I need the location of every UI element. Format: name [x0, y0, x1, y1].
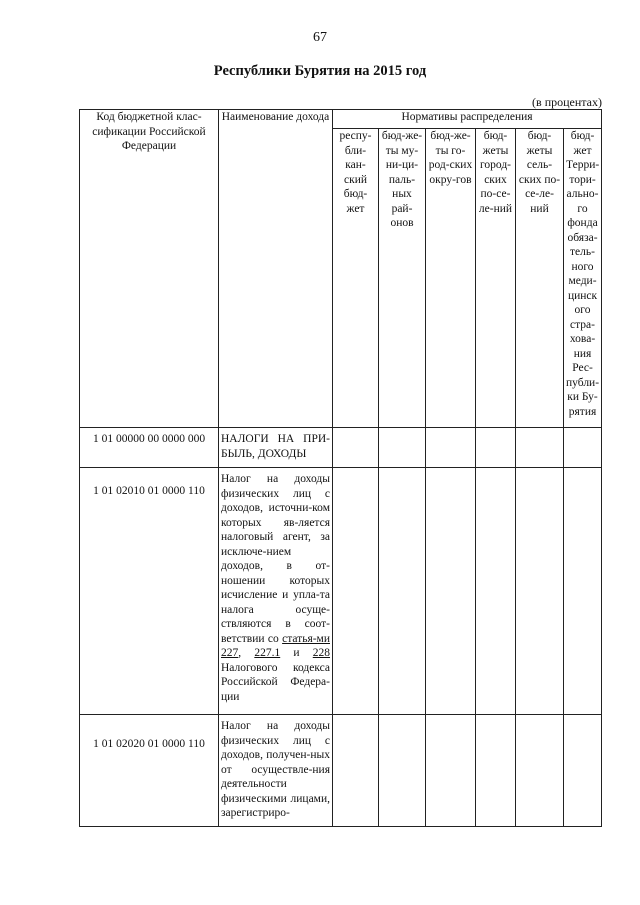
cell-empty: [476, 715, 516, 827]
cell-empty: [426, 468, 476, 715]
header-city-districts: бюд-же-ты го-род-ских окру-гов: [426, 129, 476, 428]
article-228-link[interactable]: 228: [312, 647, 331, 659]
cell-empty: [516, 715, 564, 827]
cell-empty: [379, 468, 426, 715]
row-name: [219, 468, 333, 715]
row-code: 1 01 00000 00 0000 000: [80, 428, 219, 468]
table-row: [80, 715, 602, 827]
cell-empty: [379, 715, 426, 827]
row-name: Налог на доходы физических лиц с доходов, получен-ных от осуществле-ния деятельности физическими лицами, зарегистриро-: [219, 715, 333, 827]
header-medical-insurance-fund: бюд-жет Терри-тори-ально-го фонда обяза-тель-ного меди-цинск ого стра-хова-ния Рес-публи-ки Бу-рятия: [564, 129, 602, 428]
page-number: 67: [313, 30, 327, 45]
revenue-distribution-table: [79, 109, 602, 827]
row-code: 1 01 02020 01 0000 110: [80, 715, 219, 827]
cell-empty: [333, 468, 379, 715]
cell-empty: [333, 428, 379, 468]
header-name: Наименование дохода: [219, 110, 333, 428]
row-name-text: Налогового кодекса Российской Федера-ции: [221, 661, 330, 703]
article-227-1-link[interactable]: 227.1: [254, 647, 281, 659]
cell-empty: [564, 715, 602, 827]
row-code: 1 01 02010 01 0000 110: [80, 468, 219, 715]
units-note: (в процентах): [532, 95, 602, 109]
header-code: Код бюджетной клас-сификации Российской Федерации: [80, 110, 219, 428]
header-norms: Нормативы распределения: [333, 110, 602, 129]
page-title: Республики Бурятия на 2015 год: [213, 63, 427, 79]
cell-empty: [426, 715, 476, 827]
link-separator: и: [280, 647, 313, 659]
article-227-link[interactable]: статья-ми 227: [221, 632, 330, 659]
link-separator: ,: [238, 647, 255, 659]
row-name: НАЛОГИ НА ПРИ-БЫЛЬ, ДОХОДЫ: [219, 428, 333, 468]
table-row: [80, 468, 602, 715]
cell-empty: [426, 428, 476, 468]
header-rural-settlements: бюд-жеты сель-ских по-се-ле-ний: [516, 129, 564, 428]
header-row-top: [80, 110, 602, 129]
cell-empty: [379, 428, 426, 468]
table-row: [80, 428, 602, 468]
header-municipal-districts: бюд-же-ты му-ни-ци-паль-ных рай-онов: [379, 129, 426, 428]
cell-empty: [564, 428, 602, 468]
cell-empty: [564, 468, 602, 715]
cell-empty: [516, 468, 564, 715]
header-republican-budget: респу-бли-кан-ский бюд-жет: [333, 129, 379, 428]
cell-empty: [516, 428, 564, 468]
cell-empty: [333, 715, 379, 827]
row-name-text: Налог на доходы физических лиц с доходов, источни-ком которых яв-ляется налоговый агент, за исключе-нием доходов, в от-ношении которых исчисление и упла-та налога осуще-ствляются в соот-ветствии со: [221, 473, 330, 645]
cell-empty: [476, 468, 516, 715]
header-urban-settlements: бюд-жеты город-ских по-се-ле-ний: [476, 129, 516, 428]
cell-empty: [476, 428, 516, 468]
